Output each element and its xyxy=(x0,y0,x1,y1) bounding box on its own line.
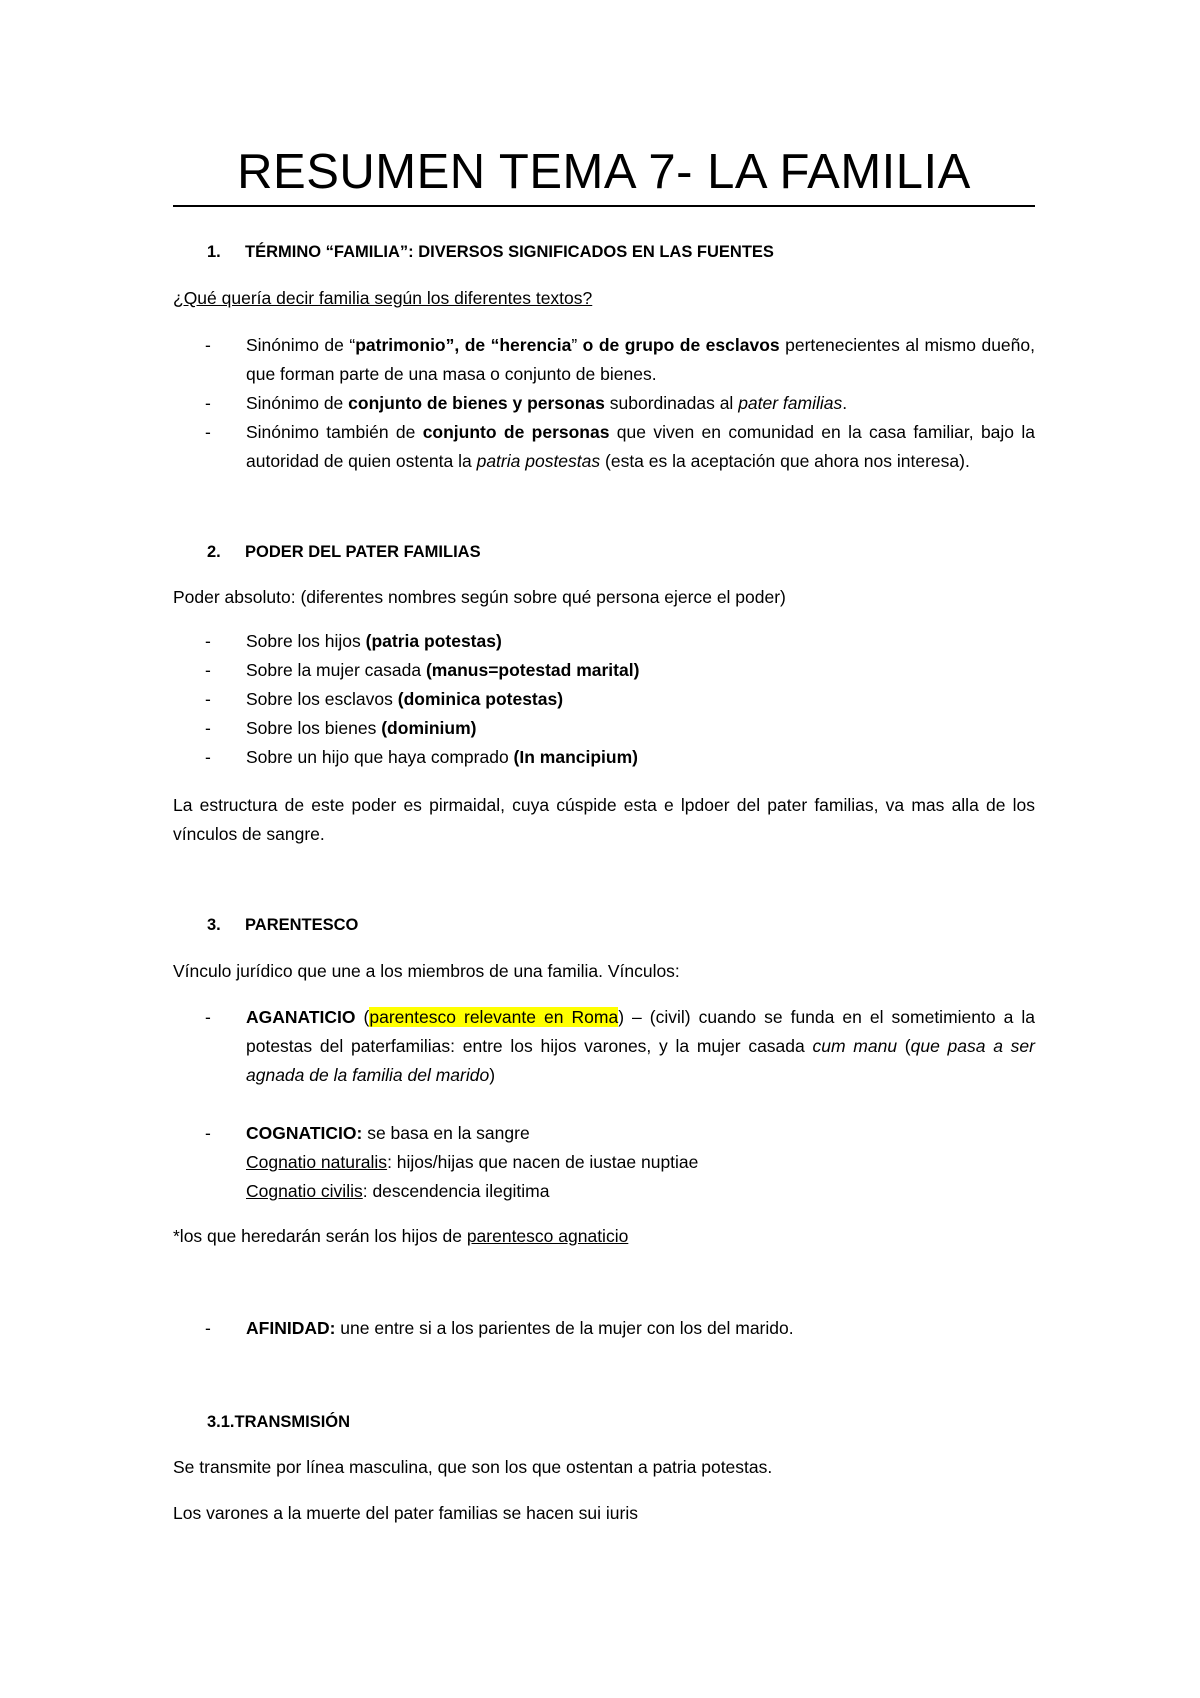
title-underline xyxy=(173,205,1035,207)
section-1-question xyxy=(173,284,1035,313)
text-span: conjunto de personas xyxy=(422,422,610,442)
section-2-list xyxy=(173,627,1035,772)
section-2-closing: La estructura de este poder es pirmaidal, cuya cúspide esta e lpdoer del pater familias, va mas alla de los vínculos de sangre. xyxy=(173,795,1035,844)
text-span: ¿Qué quería decir familia según los diferentes textos? xyxy=(173,288,593,308)
section-3-intro: Vínculo jurídico que une a los miembros de una familia. Vínculos: xyxy=(173,961,680,981)
list-item xyxy=(173,418,1035,476)
text-span: 2. xyxy=(207,543,221,561)
text-span: PODER DEL PATER FAMILIAS xyxy=(245,543,481,561)
list-item xyxy=(173,627,1035,656)
cognaticio-list xyxy=(173,1119,1035,1206)
text-span: - xyxy=(205,335,211,355)
section-3-1-p1: Se transmite por línea masculina, que son los que ostentan a patria potestas. xyxy=(173,1457,773,1477)
document-title: RESUMEN TEMA 7- LA FAMILIA xyxy=(237,145,971,199)
section-2-heading xyxy=(173,538,1035,567)
text-span: Sobre los hijos xyxy=(246,631,366,651)
text-span: de “herencia xyxy=(464,335,572,355)
text-span: 3.1. xyxy=(207,1413,235,1431)
agnaticio-list xyxy=(173,1003,1035,1090)
text-span: AGANATICIO xyxy=(246,1007,356,1027)
text-span: pertenecientes al mismo dueño, que forman parte de una masa o conjunto de bienes. xyxy=(246,335,1035,384)
highlighted-text: parentesco relevante en Roma xyxy=(369,1007,619,1027)
text-span: Sobre los bienes xyxy=(246,718,382,738)
text-span: - xyxy=(205,660,211,680)
text-span: 1. xyxy=(207,243,221,261)
text-span: ) – (civil) cuando se funda en el sometimiento a la potestas del paterfamilias: entre los hijos varones, y la mujer casada xyxy=(246,1007,1035,1056)
text-span: 3. xyxy=(207,916,221,934)
text-span: - xyxy=(205,1318,211,1338)
text-span: se basa en la sangre xyxy=(362,1123,530,1143)
text-span: ( xyxy=(897,1036,911,1056)
text-span: Cognatio naturalis xyxy=(246,1152,388,1172)
text-span: - xyxy=(205,1007,211,1027)
text-span: - xyxy=(205,689,211,709)
text-span: : descendencia ilegitima xyxy=(362,1181,550,1201)
list-item xyxy=(173,743,1035,772)
text-span: Sinónimo de “ xyxy=(246,335,356,355)
text-span: Sinónimo de xyxy=(246,393,349,413)
list-item-cognaticio xyxy=(173,1119,1035,1206)
text-span: conjunto de bienes y personas xyxy=(348,393,605,413)
text-span: Sobre la mujer casada xyxy=(246,660,426,680)
text-span: subordinadas al xyxy=(604,393,739,413)
text-span: - xyxy=(205,631,211,651)
text-span: que viven en comunidad en la casa familiar, bajo la autoridad de quien ostenta la xyxy=(246,422,1035,471)
text-span: (patria potestas) xyxy=(365,631,502,651)
text-span: patrimonio xyxy=(355,335,446,355)
text-span: o de grupo de esclavos xyxy=(582,335,780,355)
text-span: pater familias xyxy=(738,393,843,413)
text-span: (manus=potestad marital) xyxy=(425,660,640,680)
text-span: Sobre los esclavos xyxy=(246,689,398,709)
section-2-intro xyxy=(173,583,1035,612)
text-span: ( xyxy=(355,1007,370,1027)
list-item xyxy=(173,331,1035,389)
text-span: *los que heredarán serán los hijos de xyxy=(173,1226,467,1246)
text-span: TRANSMISIÓN xyxy=(234,1413,351,1431)
text-span: - xyxy=(205,718,211,738)
text-span: : hijos/hijas que nacen de iustae nuptiae xyxy=(387,1152,699,1172)
text-span: Sobre un hijo que haya comprado xyxy=(246,747,514,767)
heredar-note xyxy=(173,1222,1035,1251)
text-span: ” xyxy=(571,335,583,355)
text-span: . xyxy=(842,393,848,413)
section-1-list xyxy=(173,331,1035,476)
section-3-1-heading xyxy=(173,1408,1035,1437)
text-span: Sinónimo también de xyxy=(246,422,423,442)
text-span: (dominium) xyxy=(381,718,477,738)
list-item-agnaticio xyxy=(173,1003,1035,1090)
list-item xyxy=(173,656,1035,685)
text-span: que pasa a ser agnada de la familia del marido xyxy=(246,1036,1035,1085)
text-span: AFINIDAD: xyxy=(246,1318,336,1338)
text-span: - xyxy=(205,1123,211,1143)
text-span: - xyxy=(205,747,211,767)
text-span: PARENTESCO xyxy=(245,916,359,934)
text-span: COGNATICIO: xyxy=(246,1123,363,1143)
list-item xyxy=(173,389,1035,418)
text-span: cum manu xyxy=(812,1036,898,1056)
text-span: (diferentes nombres según sobre qué persona ejerce el poder) xyxy=(295,587,786,607)
text-span: (In mancipium) xyxy=(513,747,638,767)
text-span: Poder absoluto: xyxy=(173,587,296,607)
list-item xyxy=(173,714,1035,743)
text-span: (esta es la aceptación que ahora nos interesa). xyxy=(600,451,970,471)
section-3-1-p2: Los varones a la muerte del pater familias se hacen sui iuris xyxy=(173,1503,638,1523)
text-span: ”, xyxy=(445,335,465,355)
list-item-afinidad xyxy=(173,1314,1035,1343)
text-span: Cognatio civilis xyxy=(246,1181,363,1201)
text-span: - xyxy=(205,422,211,442)
list-item xyxy=(173,685,1035,714)
section-3-heading xyxy=(173,911,1035,940)
text-span: ) xyxy=(489,1065,496,1085)
afinidad-list xyxy=(173,1314,1035,1343)
text-span: (dominica potestas) xyxy=(397,689,564,709)
section-1-heading xyxy=(173,238,1035,267)
text-span: une entre si a los parientes de la mujer con los del marido. xyxy=(335,1318,794,1338)
text-span: patria postestas xyxy=(476,451,601,471)
text-span: - xyxy=(205,393,211,413)
text-span: parentesco agnaticio xyxy=(466,1226,629,1246)
text-span: TÉRMINO “FAMILIA”: DIVERSOS SIGNIFICADOS EN LAS FUENTES xyxy=(245,243,774,261)
